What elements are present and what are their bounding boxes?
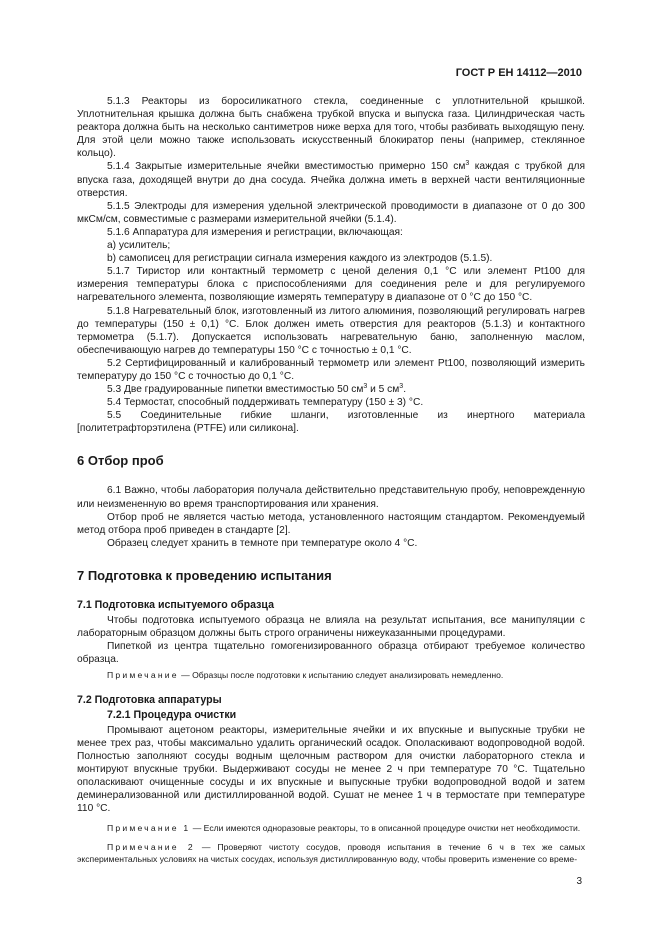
para-5-1-5: 5.1.5 Электроды для измерения удельной электрической проводимости в диапазоне от 0 до 300 мкСм/см, совместимые с размерами измерительной ячейки (5.1.4). <box>77 200 585 225</box>
note-7-2-2: Примечание 2 — Проверяют чистоту сосудов, проводя испытания в течение 6 ч в тех же самых экспериментальных условиях на чистых сосудах, используя дистиллированную воду, чтобы проверить изменение со време- <box>77 841 585 865</box>
para-5-5: 5.5 Соединительные гибкие шланги, изготовленные из инертного материала [политетрафторэтилена (PTFE) или силикона]. <box>77 410 585 435</box>
note-7-1: Примечание — Образцы после подготовки к испытанию следует анализировать немедленно. <box>107 670 504 681</box>
section-7-title: 7 Подготовка к проведению испытания <box>77 567 332 583</box>
para-5-1-3: 5.1.3 Реакторы из боросиликатного стекла, соединенные с уплотнительной крышкой. Уплотнительная крышка должна быть снабжена трубкой впуска и выпуска газа. Цилиндрическая часть реактора должна быть на несколько сантиметров ниже верха для того, чтобы разбивать выходящую пену. Для этой цели можно также использовать искусственный блокиратор пены (например, стеклянное кольцо). <box>77 96 585 160</box>
para-5-1-8: 5.1.8 Нагревательный блок, изготовленный из литого алюминия, позволяющий регулировать нагрев до температуры (150 ± 0,1) °C. Блок должен иметь отверстия для реакторов (5.1.3) и контактного термометра (5.1.7). Допускается использовать нагревательную баню, заполненную маслом, обеспечивающую нагрев до температуры 150 °C с точностью ± 0,1 °C. <box>77 305 585 356</box>
list-item-a: a) усилитель; <box>107 240 171 252</box>
document-body <box>77 95 585 866</box>
para-5-1-6: 5.1.6 Аппаратура для измерения и регистрации, включающая: <box>107 226 403 238</box>
document-header: ГОСТ Р ЕН 14112—2010 <box>455 67 582 79</box>
para-5-2: 5.2 Сертифицированный и калиброванный термометр или элемент Pt100, позволяющий измерить температуру до 150 °C с точностью до 0,1 °C. <box>77 357 585 382</box>
para-6-2: Отбор проб не является частью метода, установленного настоящим стандартом. Рекомендуемый метод отбора проб приведен в стандарте [2]. <box>77 511 585 536</box>
para-7-2-1: Промывают ацетоном реакторы, измерительные ячейки и их впускные и выпускные трубки не менее трех раз, чтобы максимально удалить органический осадок. Ополаскивают водопроводной водой. Полностью заполняют сосуды водным щелочным раствором для очистки лабораторного стекла и монтируют впускные трубки. Выдерживают сосуды не менее 2 ч при температуре 70 °C. Тщательно ополаскивают очищенные сосуды и их впускные и выпускные трубки водопроводной водой и затем деминерализованной или дистиллированной водой. Сушат не менее 1 ч в термостате при температуре 110 °C. <box>77 724 585 815</box>
section-7-2-1-title: 7.2.1 Процедура очистки <box>107 708 237 721</box>
section-7-1-title: 7.1 Подготовка испытуемого образца <box>77 598 274 611</box>
para-7-1-2: Пипеткой из центра тщательно гомогенизированного образца отбирают требуемое количество образца. <box>77 641 585 666</box>
para-5-4: 5.4 Термостат, способный поддерживать температуру (150 ± 3) °C. <box>107 397 424 409</box>
para-7-1-1: Чтобы подготовка испытуемого образца не влияла на результат испытания, все манипуляции с лабораторным образцом должны быть строго ограничены нижеуказанными процедурами. <box>77 614 585 639</box>
para-6-1: 6.1 Важно, чтобы лаборатория получала действительно представительную пробу, неповрежденную или неизмененную во время транспортирования или хранения. <box>77 485 585 510</box>
note-7-2-1: Примечание 1 — Если имеются одноразовые реакторы, то в описанной процедуре очистки нет необходимости. <box>107 823 581 834</box>
section-6-title: 6 Отбор проб <box>77 453 164 469</box>
section-7-2-title: 7.2 Подготовка аппаратуры <box>77 693 222 706</box>
para-5-3: 5.3 Две градуированные пипетки вместимостью 50 $см^3$ и 5 $см^3$. <box>107 383 407 396</box>
para-6-3: Образец следует хранить в темноте при температуре около 4 °C. <box>107 537 418 549</box>
para-5-1-7: 5.1.7 Тиристор или контактный термометр с ценой деления 0,1 °C или элемент Pt100 для измерения температуры блока с приспособлениями для соединения реле и для регулируемого нагревательного элемента, позволяющие измерять температуру в диапазоне от 0 °C до 150 °C. <box>77 266 585 304</box>
para-5-1-4: 5.1.4 Закрытые измерительные ячейки вместимостью примерно 150 $см^3$ каждая с трубкой для впуска газа, доходящей внутри до дна сосуда. Ячейка должна иметь в верхней части вентиляционные отверстия. <box>77 160 585 199</box>
list-item-b: b) самописец для регистрации сигнала измерения каждого из электродов (5.1.5). <box>107 253 493 265</box>
page-number: 3 <box>576 876 582 887</box>
